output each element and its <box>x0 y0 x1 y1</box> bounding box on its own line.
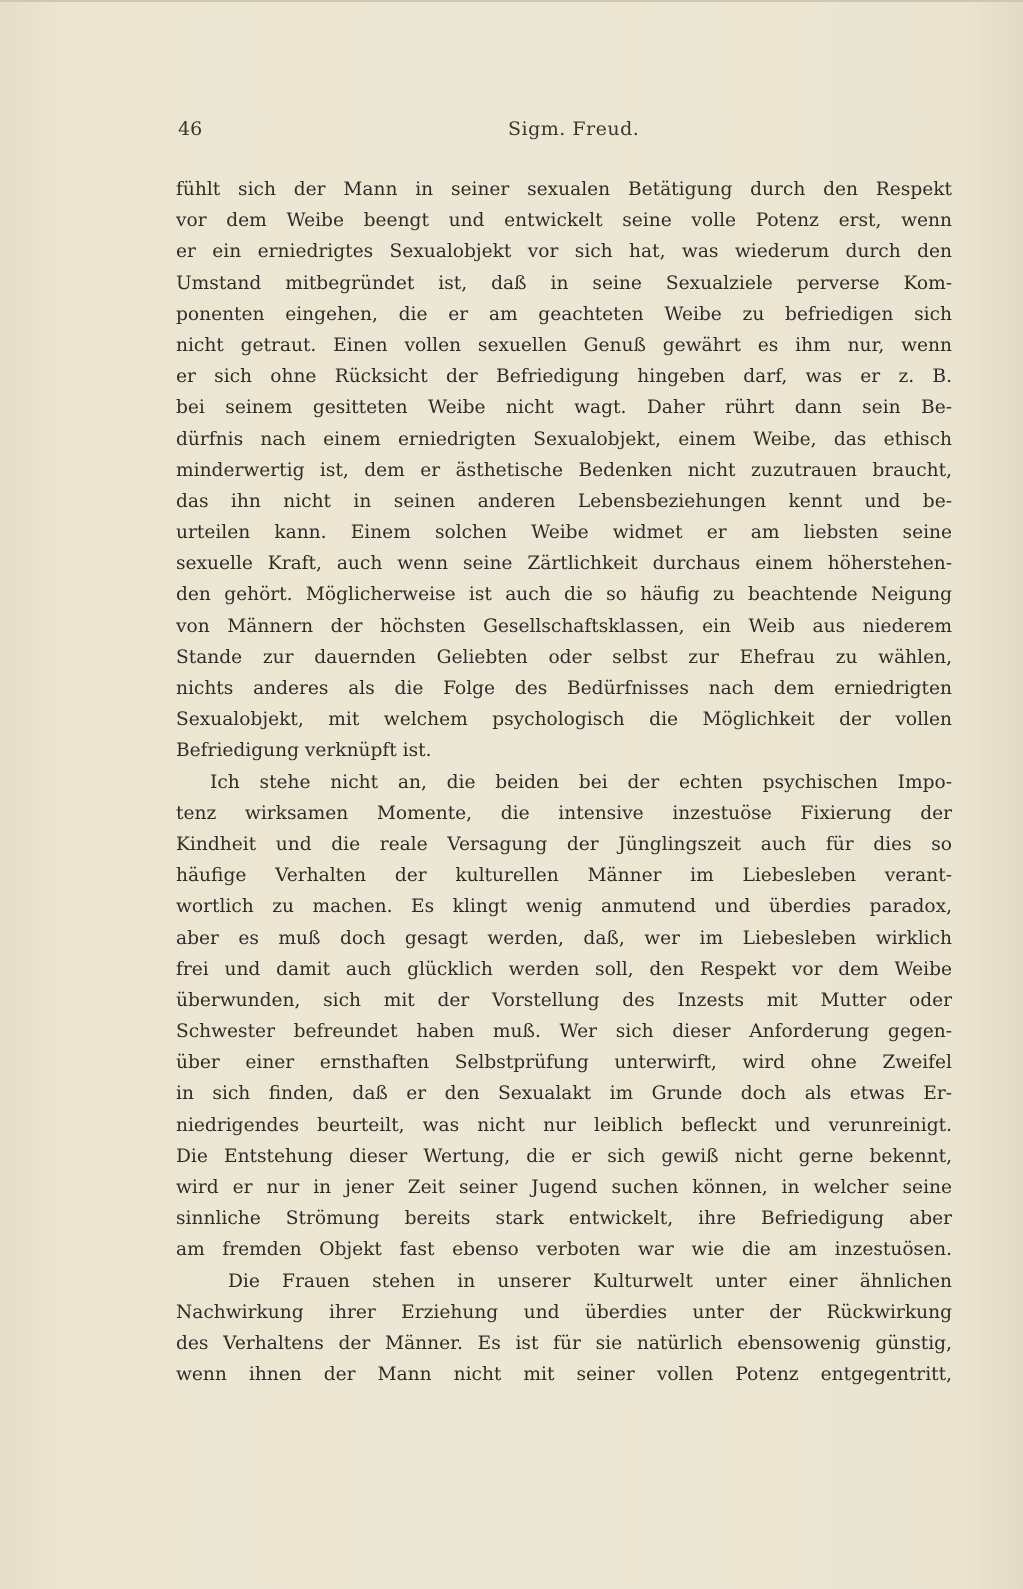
text-line: von Männern der höchsten Gesellschaftsklassen, ein Weib aus niederem <box>176 615 952 637</box>
text-line: nicht getraut. Einen vollen sexuellen Genuß gewährt es ihm nur, wenn <box>176 334 952 356</box>
text-line: Stande zur dauernden Geliebten oder selbst zur Ehefrau zu wählen, <box>176 646 952 668</box>
text-line: häufige Verhalten der kulturellen Männer im Liebesleben verant- <box>176 865 952 887</box>
text-line: frei und damit auch glücklich werden soll, den Respekt vor dem Weibe <box>176 958 952 980</box>
text-line: das ihn nicht in seinen anderen Lebensbeziehungen kennt und be- <box>176 490 952 512</box>
page-number: 46 <box>178 118 203 140</box>
text-line: fühlt sich der Mann in seiner sexualen Betätigung durch den Respekt <box>176 179 952 200</box>
paragraph-start-line: Ich stehe nicht an, die beiden bei der echten psychischen Impo- <box>210 771 952 793</box>
paragraph-end-line: Befriedigung verknüpft ist. <box>176 740 432 762</box>
page-top-edge <box>0 0 1023 2</box>
text-line: er ein erniedrigtes Sexualobjekt vor sich hat, was wiederum durch den <box>176 241 952 263</box>
running-title: Sigm. Freud. <box>508 118 640 140</box>
text-line: Kindheit und die reale Versagung der Jünglingszeit auch für dies so <box>176 833 952 855</box>
text-line: Nachwirkung ihrer Erziehung und überdies unter der Rückwirkung <box>176 1301 952 1323</box>
text-line: aber es muß doch gesagt werden, daß, wer im Liebesleben wirklich <box>176 927 952 949</box>
text-line: Schwester befreundet haben muß. Wer sich dieser Anforderung gegen- <box>176 1021 952 1043</box>
text-line: den gehört. Möglicherweise ist auch die so häufig zu beachtende Neigung <box>176 584 952 606</box>
text-line: Sexualobjekt, mit welchem psychologisch die Möglichkeit der vollen <box>176 709 952 731</box>
paragraph-start-line: Die Frauen stehen in unserer Kulturwelt unter einer ähnlichen <box>228 1270 952 1292</box>
text-line: er sich ohne Rücksicht der Befriedigung hingeben darf, was er z. B. <box>176 366 952 388</box>
text-line: Die Entstehung dieser Wertung, die er sich gewiß nicht gerne bekennt, <box>176 1145 952 1167</box>
text-line: überwunden, sich mit der Vorstellung des Inzests mit Mutter oder <box>176 989 952 1011</box>
text-line: sexuelle Kraft, auch wenn seine Zärtlichkeit durchaus einem höherstehen- <box>176 553 952 575</box>
text-line: wortlich zu machen. Es klingt wenig anmutend und überdies paradox, <box>176 896 952 918</box>
text-line: niedrigendes beurteilt, was nicht nur leiblich befleckt und verunreinigt. <box>176 1114 952 1136</box>
text-line: ponenten eingehen, die er am geachteten Weibe zu befriedigen sich <box>176 303 952 325</box>
text-line: Umstand mitbegründet ist, daß in seine Sexualziele perverse Kom- <box>176 272 952 294</box>
text-line: des Verhaltens der Männer. Es ist für sie natürlich ebensowenig günstig, <box>176 1332 952 1354</box>
paragraph-end-line: am fremden Objekt fast ebenso verboten war wie die am inzestuösen. <box>176 1239 952 1261</box>
text-line: minderwertig ist, dem er ästhetische Bedenken nicht zuzutrauen braucht, <box>176 459 952 481</box>
body-text <box>176 174 952 1390</box>
text-line: dürfnis nach einem erniedrigten Sexualobjekt, einem Weibe, das ethisch <box>176 428 952 450</box>
text-line: über einer ernsthaften Selbstprüfung unterwirft, wird ohne Zweifel <box>176 1052 952 1074</box>
text-line: bei seinem gesitteten Weibe nicht wagt. Daher rührt dann sein Be- <box>176 397 952 419</box>
text-line: in sich finden, daß er den Sexualakt im Grunde doch als etwas Er- <box>176 1083 952 1105</box>
text-line: tenz wirksamen Momente, die intensive inzestuöse Fixierung der <box>176 802 952 824</box>
text-line: wenn ihnen der Mann nicht mit seiner vollen Potenz entgegentritt, <box>176 1364 952 1386</box>
page-header <box>178 118 958 150</box>
text-line: sinnliche Strömung bereits stark entwickelt, ihre Befriedigung aber <box>176 1208 952 1230</box>
text-line: nichts anderes als die Folge des Bedürfnisses nach dem erniedrigten <box>176 678 952 699</box>
text-line: vor dem Weibe beengt und entwickelt seine volle Potenz erst, wenn <box>176 210 952 232</box>
text-line: urteilen kann. Einem solchen Weibe widmet er am liebsten seine <box>176 522 952 544</box>
text-line: wird er nur in jener Zeit seiner Jugend suchen können, in welcher seine <box>176 1177 952 1198</box>
